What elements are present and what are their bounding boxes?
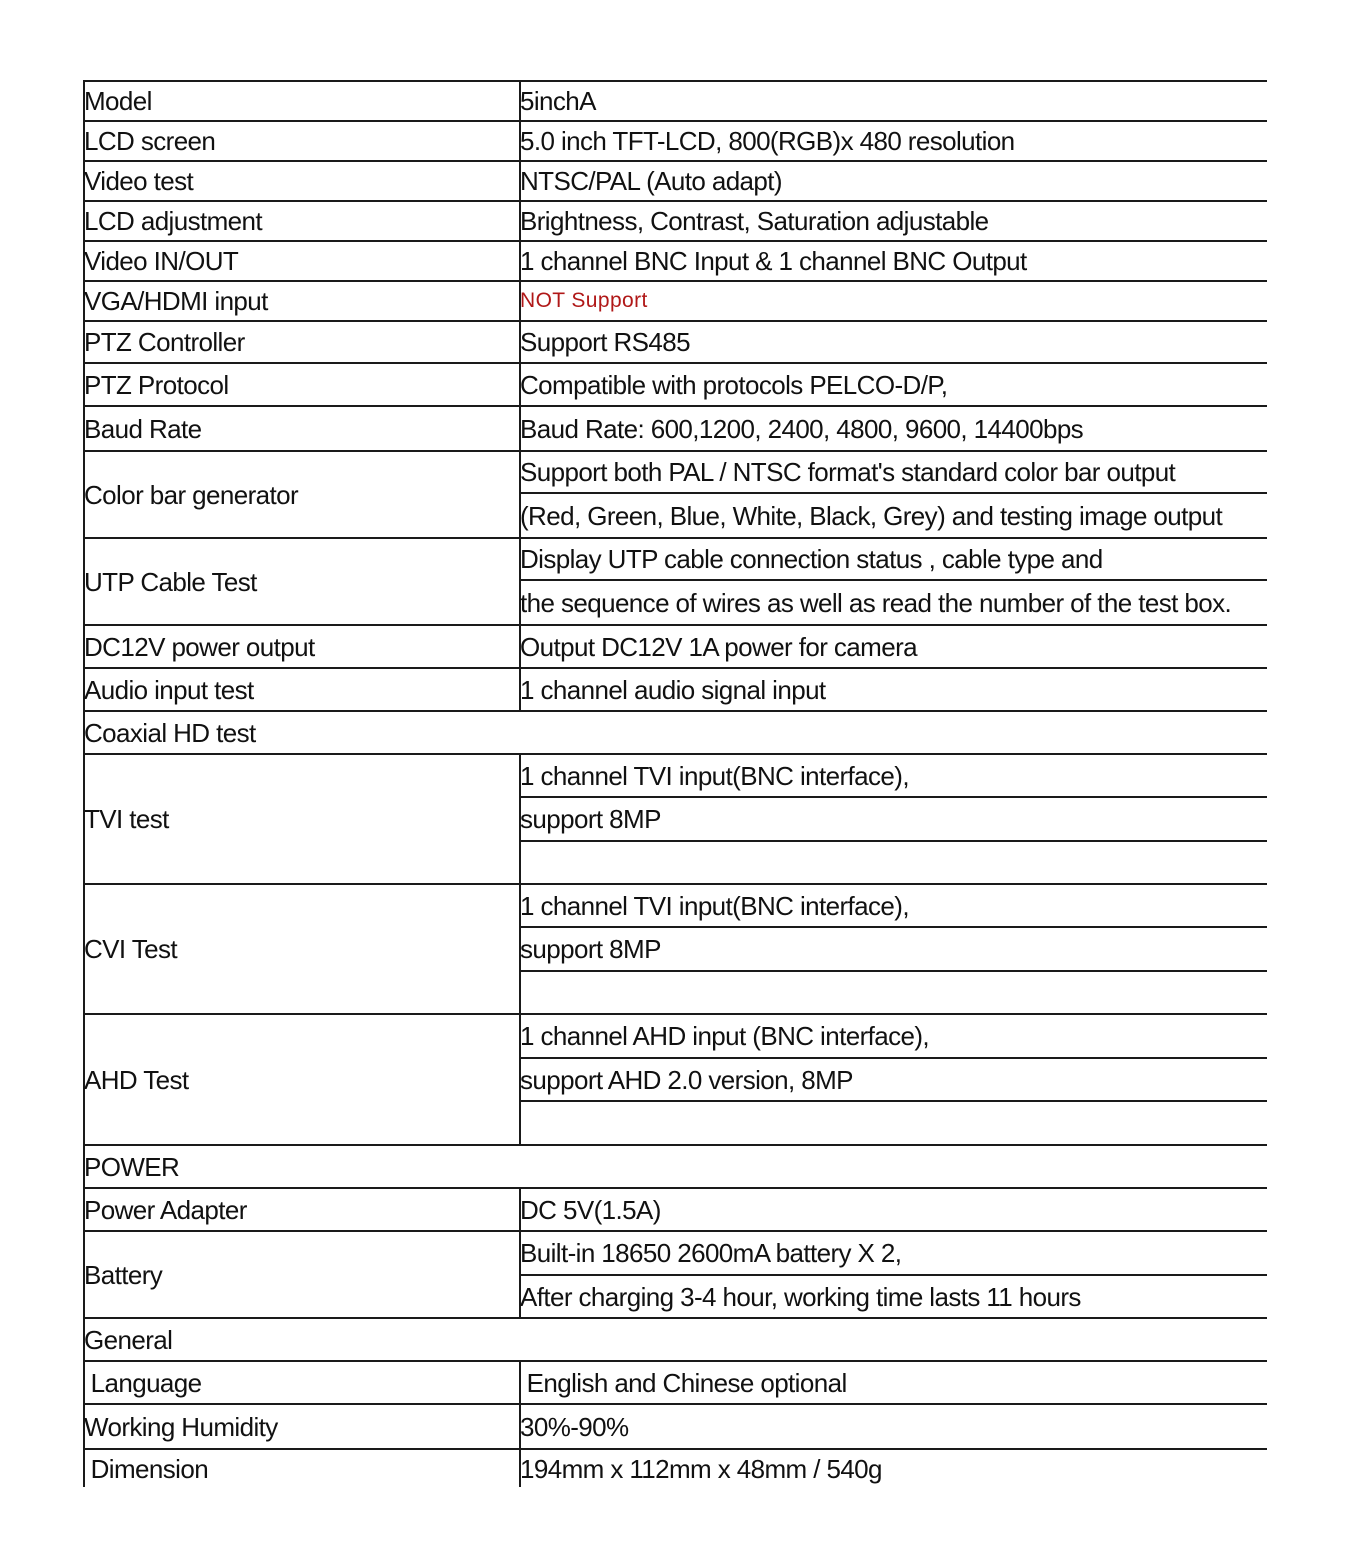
sub-row-border	[519, 579, 1267, 581]
row-border	[83, 537, 1267, 539]
spec-label-lcd-adjustment: LCD adjustment	[84, 206, 263, 236]
row-border	[83, 120, 1267, 122]
spec-value-cvi-test-2: support 8MP	[520, 934, 661, 964]
spec-value-battery-1: Built-in 18650 2600mA battery X 2,	[520, 1238, 902, 1268]
spec-value-model: 5inchA	[520, 86, 596, 116]
spec-label-ptz-controller: PTZ Controller	[84, 327, 245, 357]
row-border	[83, 362, 1267, 364]
spec-value-video-test: NTSC/PAL (Auto adapt)	[520, 166, 782, 196]
spec-label-baud-rate: Baud Rate	[84, 413, 202, 444]
spec-value-ahd-test-1: 1 channel AHD input (BNC interface),	[520, 1021, 930, 1051]
spec-label-tvi-test: TVI test	[84, 804, 169, 834]
spec-label-working-humidity: Working Humidity	[84, 1411, 278, 1442]
spec-label-ptz-protocol: PTZ Protocol	[84, 369, 229, 400]
spec-label-lcd-screen: LCD screen	[84, 126, 216, 156]
row-border	[83, 1448, 1267, 1450]
spec-value-vga-hdmi-input: NOT Support	[520, 289, 648, 312]
spec-label-power-adapter: Power Adapter	[84, 1194, 247, 1225]
spec-value-audio-input-test: 1 channel audio signal input	[520, 674, 826, 705]
spec-value-dimension: 194mm x 112mm x 48mm / 540g	[520, 1453, 882, 1484]
spec-value-ptz-controller: Support RS485	[520, 327, 690, 357]
spec-label-dc12v-power-output: DC12V power output	[84, 631, 315, 662]
spec-value-working-humidity: 30%-90%	[520, 1411, 629, 1442]
row-border	[83, 883, 1267, 885]
spec-label-color-bar-generator: Color bar generator	[84, 479, 299, 510]
spec-value-battery-2: After charging 3-4 hour, working time lasts 11 hours	[520, 1281, 1081, 1312]
spec-label-model: Model	[84, 86, 152, 116]
spec-label-battery: Battery	[84, 1259, 163, 1290]
spec-label-cvi-test: CVI Test	[84, 934, 177, 964]
spec-label-video-in-out: Video IN/OUT	[84, 246, 239, 276]
sub-row-border	[519, 1057, 1267, 1059]
row-border	[83, 200, 1267, 202]
row-border	[83, 280, 1267, 282]
spec-value-lcd-screen: 5.0 inch TFT-LCD, 800(RGB)x 480 resolution	[520, 126, 1015, 156]
spec-value-dc12v-power-output: Output DC12V 1A power for camera	[520, 631, 918, 662]
spec-value-tvi-test-2: support 8MP	[520, 804, 661, 834]
sub-row-border	[519, 840, 1267, 842]
spec-value-utp-cable-test-2: the sequence of wires as well as read the number of the test box.	[520, 587, 1232, 618]
row-border	[83, 320, 1267, 322]
spec-value-color-bar-generator-1: Support both PAL / NTSC format's standard color bar output	[520, 457, 1176, 487]
spec-value-tvi-test-1: 1 channel TVI input(BNC interface),	[520, 760, 909, 791]
spec-value-cvi-test-1: 1 channel TVI input(BNC interface),	[520, 890, 909, 921]
spec-value-utp-cable-test-1: Display UTP cable connection status , cable type and	[520, 544, 1103, 574]
row-border	[83, 1403, 1267, 1405]
row-border	[83, 624, 1267, 626]
spec-label-utp-cable-test: UTP Cable Test	[84, 566, 257, 597]
row-border	[83, 405, 1267, 407]
sub-row-border	[519, 492, 1267, 494]
spec-label-vga-hdmi-input: VGA/HDMI input	[84, 286, 268, 316]
row-border	[83, 1230, 1267, 1232]
spec-value-ptz-protocol: Compatible with protocols PELCO-D/P,	[520, 369, 948, 400]
row-border	[83, 753, 1267, 755]
spec-label-audio-input-test: Audio input test	[84, 674, 254, 705]
spec-label-power: POWER	[84, 1151, 180, 1182]
spec-label-ahd-test: AHD Test	[84, 1064, 189, 1095]
spec-value-color-bar-generator-2: (Red, Green, Blue, White, Black, Grey) and testing image output	[520, 500, 1223, 531]
sub-row-border	[519, 796, 1267, 798]
spec-label-video-test: Video test	[84, 166, 194, 196]
sub-row-border	[519, 1100, 1267, 1102]
spec-label-coaxial-hd-test: Coaxial HD test	[84, 717, 256, 748]
spec-value-language: English and Chinese optional	[520, 1367, 847, 1398]
spec-value-ahd-test-2: support AHD 2.0 version, 8MP	[520, 1064, 853, 1095]
spec-value-video-in-out: 1 channel BNC Input & 1 channel BNC Output	[520, 246, 1027, 276]
row-border	[83, 1360, 1267, 1362]
row-border	[83, 240, 1267, 242]
row-border	[83, 1187, 1267, 1189]
spec-label-dimension: Dimension	[84, 1453, 209, 1484]
spec-value-baud-rate: Baud Rate: 600,1200, 2400, 4800, 9600, 14400bps	[520, 413, 1084, 444]
spec-label-general: General	[84, 1324, 173, 1355]
row-border	[83, 1144, 1267, 1146]
spec-label-language: Language	[84, 1367, 202, 1398]
sub-row-border	[519, 926, 1267, 928]
row-border	[83, 1317, 1267, 1319]
spec-value-power-adapter: DC 5V(1.5A)	[520, 1194, 661, 1225]
row-border	[83, 667, 1267, 669]
row-border	[83, 1013, 1267, 1015]
row-border	[83, 710, 1267, 712]
row-border	[83, 80, 1267, 82]
row-border	[83, 450, 1267, 452]
sub-row-border	[519, 970, 1267, 972]
sub-row-border	[519, 1274, 1267, 1276]
spec-value-lcd-adjustment: Brightness, Contrast, Saturation adjustable	[520, 206, 989, 236]
row-border	[83, 160, 1267, 162]
